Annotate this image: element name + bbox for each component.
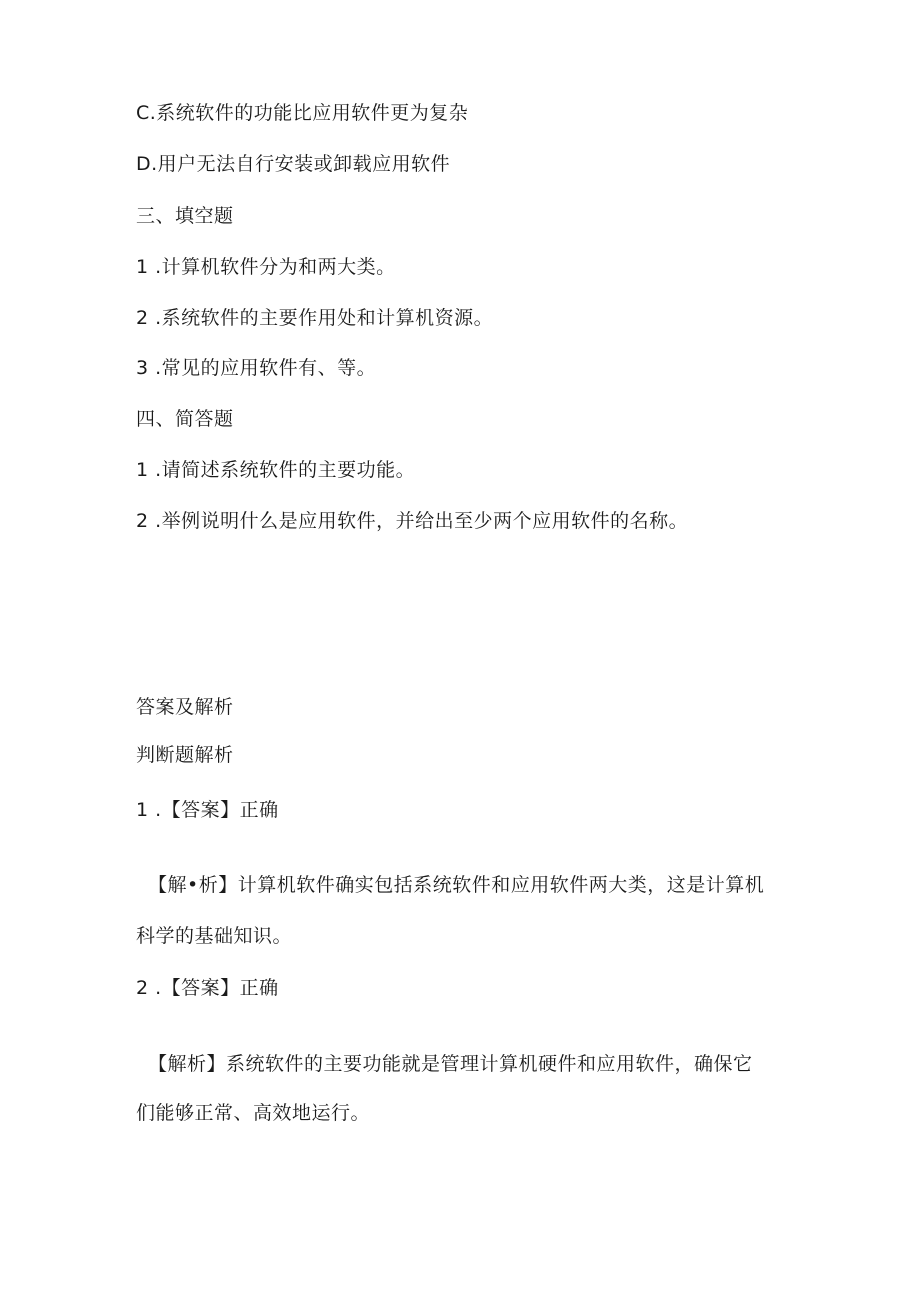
option-d: D.用户无法自行安装或卸载应用软件 — [136, 153, 451, 175]
q1-analysis-line-2: 科学的基础知识。 — [136, 925, 293, 947]
fill-blank-item-2: 2 .系统软件的主要作用处和计算机资源。 — [136, 307, 494, 329]
q1-analysis-line-1: 【解•析】计算机软件确实包括系统软件和应用软件两大类，这是计算机 — [148, 874, 765, 896]
short-answer-item-1: 1 .请简述系统软件的主要功能。 — [136, 459, 416, 481]
fill-blank-heading: 三、填空题 — [136, 205, 234, 227]
q2-analysis-line-2: 们能够正常、高效地运行。 — [136, 1102, 371, 1124]
q1-analysis — [148, 873, 798, 897]
answers-section-title: 判断题解析 — [136, 744, 234, 766]
fill-blank-item-1: 1 .计算机软件分为和两大类。 — [136, 256, 396, 278]
q2-analysis-line-1: 【解析】系统软件的主要功能就是管理计算机硬件和应用软件，确保它 — [148, 1053, 753, 1075]
short-answer-item-2: 2 .举例说明什么是应用软件，并给出至少两个应用软件的名称。 — [136, 510, 689, 532]
short-answer-heading: 四、简答题 — [136, 408, 234, 430]
q2-analysis — [148, 1052, 798, 1076]
fill-blank-item-3: 3 .常见的应用软件有、等。 — [136, 357, 377, 379]
q1-answer: 1 .【答案】正确 — [136, 799, 279, 821]
q2-answer: 2 .【答案】正确 — [136, 977, 279, 999]
answers-title: 答案及解析 — [136, 696, 234, 718]
option-c: C.系统软件的功能比应用软件更为复杂 — [136, 102, 469, 124]
